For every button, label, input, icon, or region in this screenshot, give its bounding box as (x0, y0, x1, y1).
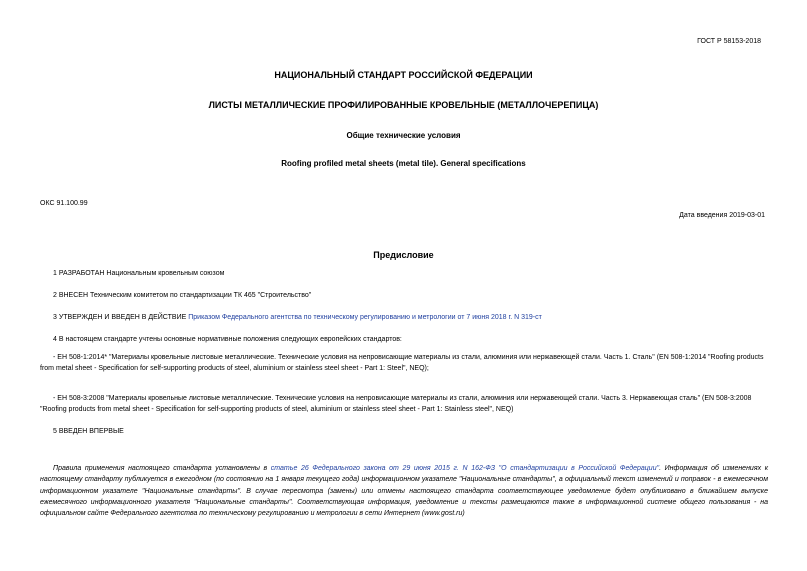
document-subtitle: Общие технические условия (346, 131, 461, 140)
preface-heading: Предисловие (373, 250, 434, 260)
preface-item-2: 2 ВНЕСЕН Техническим комитетом по стандартизации ТК 465 "Строительство" (53, 292, 312, 299)
preface-item-3-text: 3 УТВЕРЖДЕН И ВВЕДЕН В ДЕЙСТВИЕ (53, 314, 189, 321)
english-title: Roofing profiled metal sheets (metal tile). General specifications (281, 159, 526, 168)
application-rules-note (40, 463, 768, 519)
standard-ref-1: - ЕН 508-1:2014* "Материалы кровельные листовые металлические. Технические условия на непровисающие материалы из стали, алюминия или нержавеющей стали. Часть 1. Сталь" (EN 508-1:2014 "Roofing products from metal sheet - Specification for self-supporting products of steel, aluminium or stainless steel sheet - Part 1: Steel", NEQ); (40, 354, 764, 372)
preface-item-5: 5 ВВЕДЕН ВПЕРВЫЕ (53, 428, 124, 435)
introduction-date: Дата введения 2019-03-01 (679, 212, 765, 219)
note-text-rest: . Информация об изменениях к настоящему стандарту публикуется в ежегодном (по состоянию на 1 января текущего года) информационном указателе "Национальные стандарты", а официальный текст изменений и поправок - в ежемесячном информационном указателе "Национальные стандарты". В случае пересмотра (замены) или отмены настоящего стандарта соответствующее уведомление будет опубликовано в ближайшем выпуске ежемесячного информационного указателя "Национальные стандарты". Соответствующая информация, уведомление и тексты размещаются также в информационной системе общего пользования - на официальном сайте Федерального агентства по техническому регулированию и метрологии в сети Интернет (www.gost.ru) (40, 465, 768, 518)
oks-code: ОКС 91.100.99 (40, 200, 88, 207)
document-title: ЛИСТЫ МЕТАЛЛИЧЕСКИЕ ПРОФИЛИРОВАННЫЕ КРОВЕЛЬНЫЕ (МЕТАЛЛОЧЕРЕПИЦА) (208, 100, 599, 110)
note-text-start: Правила применения настоящего стандарта установлены в (53, 465, 271, 472)
national-standard-heading: НАЦИОНАЛЬНЫЙ СТАНДАРТ РОССИЙСКОЙ ФЕДЕРАЦИИ (274, 70, 533, 80)
standard-ref-2: - ЕН 508-3:2008 "Материалы кровельные листовые металлические. Технические условия на непровисающие материалы из стали, алюминия или нержавеющей стали. Часть 3. Нержавеющая сталь" (EN 508-3:2008 "Roofing products from metal sheet - Specification for self-supporting products of steel, aluminium or stainless steel sheet - Part 1: Stainless steel", NEQ) (40, 395, 752, 413)
federal-law-link[interactable]: статье 26 Федерального закона от 29 июня 2015 г. N 162-ФЗ "О стандартизации в Российской Федерации" (270, 465, 660, 472)
order-link[interactable]: Приказом Федерального агентства по техническому регулированию и метрологии от 7 июня 2018 г. N 319-ст (188, 314, 542, 321)
preface-item-3 (40, 312, 768, 323)
preface-item-4: 4 В настоящем стандарте учтены основные нормативные положения следующих европейских стандартов: (53, 336, 402, 343)
document-code: ГОСТ Р 58153-2018 (697, 38, 761, 45)
preface-item-1: 1 РАЗРАБОТАН Национальным кровельным союзом (53, 270, 225, 277)
